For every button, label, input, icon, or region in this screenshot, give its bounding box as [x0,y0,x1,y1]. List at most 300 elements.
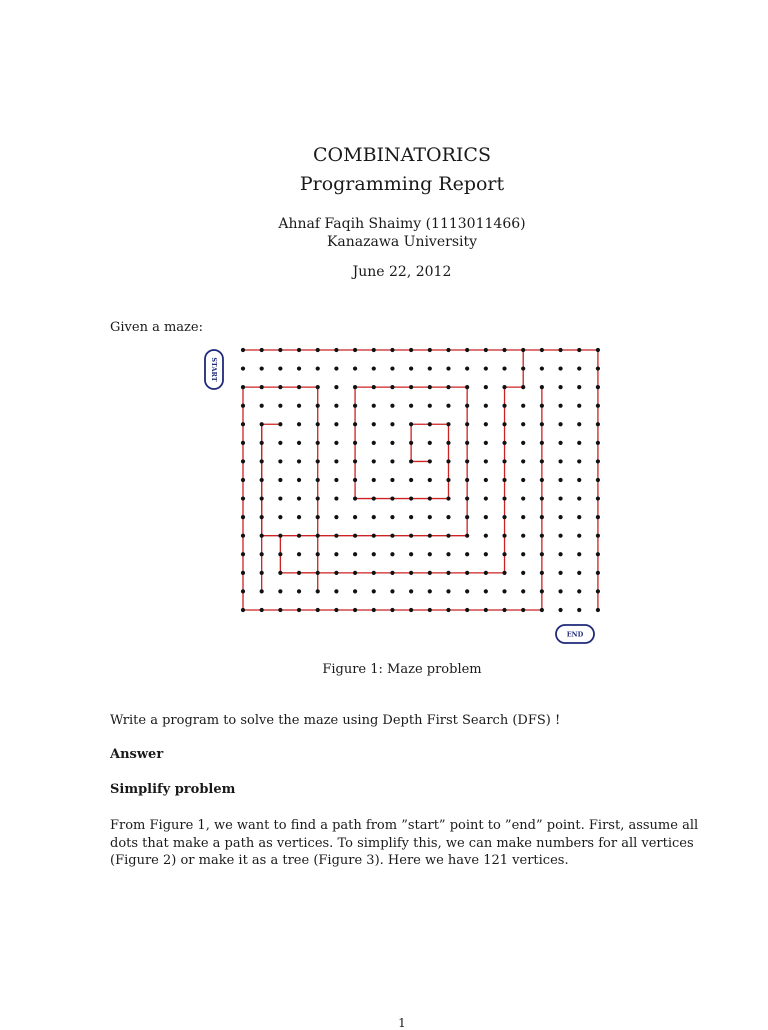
maze-dot [521,385,525,389]
maze-dot [558,459,562,463]
maze-dot [484,422,488,426]
maze-dot [278,366,282,370]
maze-dot [446,385,450,389]
maze-dot [540,552,544,556]
maze-dot [372,441,376,445]
maze-dot [446,366,450,370]
date-line: June 22, 2012 [352,264,452,280]
maze-dot [577,552,581,556]
maze-dot [409,441,413,445]
maze-dot [596,348,600,352]
maze-dot [577,478,581,482]
maze-dot [390,496,394,500]
maze-dot [502,515,506,519]
maze-dot [260,441,264,445]
maze-dot [540,459,544,463]
maze-dot [390,385,394,389]
maze-dot [260,608,264,612]
maze-dot [409,366,413,370]
maze-dot [558,422,562,426]
maze-dot [241,496,245,500]
maze-dot [540,404,544,408]
maze-dot [446,404,450,408]
maze-dot [596,589,600,593]
maze-dot [558,515,562,519]
maze-dot [353,496,357,500]
maze-dot [409,422,413,426]
maze-dot [241,366,245,370]
maze-dot [390,441,394,445]
maze-dot [502,348,506,352]
maze-dot [334,385,338,389]
maze-dot [390,478,394,482]
maze-dot [372,385,376,389]
maze-dot [390,534,394,538]
maze-dot [596,571,600,575]
maze-dot [260,385,264,389]
answer-heading: Answer [110,747,164,762]
maze-dot [278,348,282,352]
author-line: Ahnaf Faqih Shaimy (1113011466) [278,216,526,232]
maze-dot [372,478,376,482]
maze-dot [372,496,376,500]
maze-dot [297,422,301,426]
maze-dot [465,608,469,612]
maze-dot [446,441,450,445]
affiliation-line: Kanazawa University [326,234,478,250]
maze-dot [334,441,338,445]
maze-dot [465,496,469,500]
maze-dot [241,571,245,575]
maze-dot [446,552,450,556]
maze-dot [521,366,525,370]
maze-dot [316,478,320,482]
maze-dot [260,366,264,370]
maze-dot [484,404,488,408]
maze-dot [241,534,245,538]
maze-dot [484,348,488,352]
maze-dot [297,515,301,519]
maze-dot [558,385,562,389]
maze-dot [390,589,394,593]
maze-dot [428,534,432,538]
maze-dot [502,441,506,445]
maze-dot [577,422,581,426]
maze-dot [484,589,488,593]
maze-dot [540,589,544,593]
maze-dot [390,459,394,463]
maze-dot [428,422,432,426]
maze-dot [484,515,488,519]
maze-dot [540,348,544,352]
maze-dot [297,552,301,556]
maze-dot [577,534,581,538]
maze-dot [316,608,320,612]
maze-dot [484,478,488,482]
maze-dot [446,422,450,426]
maze-dot [577,515,581,519]
maze-dot [390,348,394,352]
maze-wall [243,350,598,610]
maze-dot [596,404,600,408]
maze-dot [446,534,450,538]
maze-dot [502,534,506,538]
maze-dot [428,608,432,612]
maze-dot [353,441,357,445]
maze-dot [484,608,488,612]
maze-dot [540,496,544,500]
maze-dot [596,534,600,538]
maze-dot [465,552,469,556]
maze-dot [390,515,394,519]
maze-dot [278,608,282,612]
maze-dot [577,366,581,370]
maze-dot [409,552,413,556]
maze-dot [484,459,488,463]
maze-dot [316,348,320,352]
maze-dot [390,366,394,370]
maze-dot [540,385,544,389]
intro-text: Given a maze: [110,320,203,335]
maze-dot [353,571,357,575]
maze-dot [278,422,282,426]
maze-dot [241,348,245,352]
maze-dot [260,534,264,538]
maze-dot [241,459,245,463]
maze-dot [446,459,450,463]
maze-dot [596,608,600,612]
maze-wall [262,424,281,535]
maze-dot [334,515,338,519]
maze-dot [409,459,413,463]
maze-dot [409,589,413,593]
document-subtitle: Programming Report [299,173,505,195]
maze-dot [446,348,450,352]
maze-dot [596,366,600,370]
maze-dot [353,422,357,426]
maze-dot [241,589,245,593]
maze-dot [558,366,562,370]
maze-dot [334,422,338,426]
maze-dot [465,385,469,389]
maze-dot [316,534,320,538]
maze-dot [241,478,245,482]
maze-dot [502,404,506,408]
simplify-heading: Simplify problem [110,782,236,797]
maze-dot [465,422,469,426]
maze-dot [428,348,432,352]
maze-dot [353,608,357,612]
maze-dot [390,552,394,556]
maze-dot [278,404,282,408]
maze-dot [558,534,562,538]
maze-dot [521,589,525,593]
maze-dot [446,515,450,519]
maze-dot [521,348,525,352]
maze-dot [297,589,301,593]
maze-dot [297,348,301,352]
maze-dot [260,459,264,463]
maze-dot [446,608,450,612]
body-paragraph: From Figure 1, we want to find a path from ”start” point to ”end” point. First, assume all dots that make a path as vertices. To simplify this, we can make numbers for all vertices (Figure 2) or make it as a tree (Figure 3). Here we have 121 vertices. [110,818,699,868]
maze-dot [316,404,320,408]
maze-dot [278,515,282,519]
maze-dot [278,552,282,556]
maze-dot [502,496,506,500]
maze-dot [260,552,264,556]
maze-dot [577,496,581,500]
maze-dot [334,459,338,463]
maze-dot [446,589,450,593]
maze-dot [465,515,469,519]
maze-dot [596,515,600,519]
maze-dot [558,496,562,500]
maze-dot [316,515,320,519]
maze-dot [558,404,562,408]
maze-dot [540,422,544,426]
maze-dot [428,459,432,463]
maze-dot [484,571,488,575]
maze-dot [353,515,357,519]
maze-dot [353,478,357,482]
maze-dot [558,589,562,593]
maze-dot [502,385,506,389]
maze-dot [409,534,413,538]
maze-dot [596,385,600,389]
maze-dot [297,385,301,389]
maze-dot [465,478,469,482]
maze-dot [521,608,525,612]
maze-dot [241,515,245,519]
end-label: END [566,630,584,639]
maze-dot [428,385,432,389]
maze-dot [409,478,413,482]
maze-dot [558,608,562,612]
maze-dot [558,348,562,352]
maze-dot [409,571,413,575]
start-label: START [210,357,218,382]
maze-dot [484,496,488,500]
maze-dot [465,404,469,408]
maze-dot [558,478,562,482]
maze-dot [484,366,488,370]
maze-dot [334,478,338,482]
maze-dot [577,348,581,352]
maze-dot [428,366,432,370]
maze-dot [278,589,282,593]
maze-dot [502,589,506,593]
maze-dot [260,348,264,352]
maze-dot [316,459,320,463]
maze-dot [540,608,544,612]
page-number: 1 [398,1016,406,1030]
maze-dot [241,441,245,445]
maze-dot [278,459,282,463]
maze-dot [334,366,338,370]
maze-dot [409,515,413,519]
maze-dot [334,589,338,593]
maze-dot [521,571,525,575]
maze-dot [502,571,506,575]
maze-dot [260,422,264,426]
maze-dot [260,589,264,593]
maze-dot [241,422,245,426]
maze-dot [297,571,301,575]
maze-dot [316,589,320,593]
maze-dot [316,496,320,500]
maze-dot [372,571,376,575]
maze-dot [502,478,506,482]
maze-dot [465,366,469,370]
maze-dot [558,552,562,556]
maze-dot [465,459,469,463]
maze-dot [521,422,525,426]
maze-dot [428,404,432,408]
maze-dot [297,459,301,463]
maze-dot [297,404,301,408]
maze-dot [596,496,600,500]
maze-dot [260,496,264,500]
maze-dot [372,589,376,593]
maze-dot [540,534,544,538]
maze-dot [372,552,376,556]
maze-dot [334,534,338,538]
maze-dot [260,571,264,575]
maze-dot [409,496,413,500]
maze-dot [428,496,432,500]
maze-dot [316,571,320,575]
maze-dot [428,589,432,593]
figure-caption: Figure 1: Maze problem [322,662,482,677]
maze-dot [596,422,600,426]
maze-dot [502,422,506,426]
maze-dot [278,385,282,389]
maze-dot [334,608,338,612]
end-marker [556,625,594,643]
maze-dot [390,422,394,426]
maze-dot [390,608,394,612]
maze-dot [428,552,432,556]
maze-dot [428,441,432,445]
maze-dot [577,404,581,408]
maze-dot [558,441,562,445]
maze-dot [241,404,245,408]
maze-dot [316,366,320,370]
maze-dot [540,366,544,370]
maze-dot [260,515,264,519]
maze-dot [502,608,506,612]
maze-dot [409,608,413,612]
maze-dot [297,441,301,445]
maze-dot [372,534,376,538]
maze-dot [316,385,320,389]
maze-dot [353,589,357,593]
maze-dot [353,552,357,556]
maze-dot [241,552,245,556]
maze-dot [446,478,450,482]
maze-dot [446,496,450,500]
maze-dot [278,478,282,482]
maze-dot [297,496,301,500]
maze-dot [540,478,544,482]
maze-dot [297,534,301,538]
maze-dot [372,608,376,612]
maze-dot [577,441,581,445]
maze-dot [502,459,506,463]
maze-dot [521,552,525,556]
maze-dot [577,385,581,389]
maze-dot [484,552,488,556]
maze-dot [540,571,544,575]
maze-dot [334,571,338,575]
maze-dot [596,552,600,556]
maze-dot [484,385,488,389]
task-text: Write a program to solve the maze using Depth First Search (DFS) ! [110,713,561,728]
maze-dot [390,571,394,575]
maze-dot [465,441,469,445]
maze-dot [521,478,525,482]
maze-dot [521,534,525,538]
maze-dot [260,478,264,482]
maze-dot [353,404,357,408]
maze-dot [577,459,581,463]
document-title: COMBINATORICS [313,144,491,166]
maze-dot [484,441,488,445]
maze-dot [465,571,469,575]
maze-dot [596,441,600,445]
maze-dot [372,459,376,463]
maze-dot [577,589,581,593]
maze-dot [316,422,320,426]
maze-dot [241,608,245,612]
maze-dot [316,552,320,556]
maze-dot [353,366,357,370]
maze-dot [502,552,506,556]
maze-dot [409,385,413,389]
maze-dot [502,366,506,370]
maze-dot [372,366,376,370]
maze-dot [577,571,581,575]
maze-dot [278,441,282,445]
start-marker [205,350,223,389]
maze-dot [596,459,600,463]
maze-dot [372,515,376,519]
maze-dot [372,348,376,352]
maze-dot [278,496,282,500]
maze-dot [297,478,301,482]
maze-dot [372,404,376,408]
maze-dot [353,459,357,463]
maze-dot [521,496,525,500]
maze-dot [390,404,394,408]
maze-dot [446,571,450,575]
maze-dot [353,385,357,389]
maze-dot [334,496,338,500]
maze-dot [428,571,432,575]
maze-dot [409,348,413,352]
maze-dot [596,478,600,482]
maze-dot [428,515,432,519]
maze-dot [278,571,282,575]
maze-dot [521,441,525,445]
maze-dot [577,608,581,612]
maze-dot [297,366,301,370]
maze-dot [428,478,432,482]
maze-dot [465,348,469,352]
maze-dot [465,534,469,538]
maze-dot [297,608,301,612]
maze-dot [353,534,357,538]
